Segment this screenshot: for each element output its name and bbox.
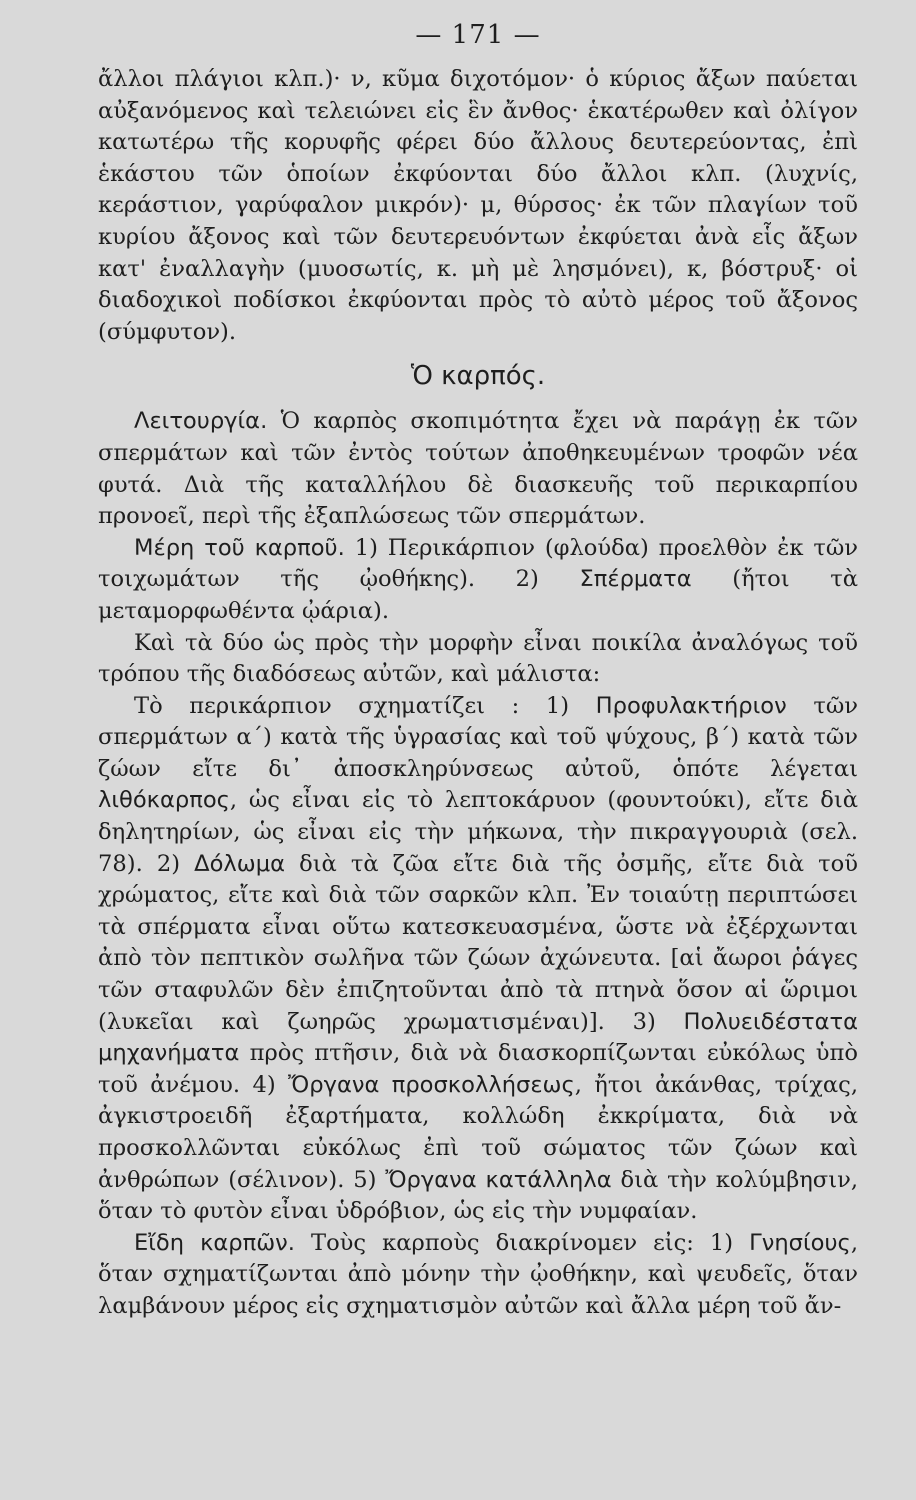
paragraph-fruit-types	[98, 1228, 858, 1323]
term-fruit-parts: Μέρη τοῦ καρποῦ.	[134, 534, 345, 561]
pericarp-text-c: τῶν σπερμάτων α΄) κατὰ τῆς ὑγρασίας καὶ τοῦ ψύχους, β΄) κατὰ τῶν ζώων εἴτε δι᾿ ἀποσκληρύνσεως αὐτοῦ, ὁπότε λέγεται	[98, 692, 858, 782]
term-flight-mechanisms: Πολυειδέστατα μηχανήματα	[98, 1008, 858, 1067]
paragraph-function	[98, 406, 858, 532]
term-bait: Δόλωμα	[194, 850, 285, 877]
paragraph-fruit-parts	[98, 533, 858, 628]
pericarp-text-g: διὰ τὰ ζῶα εἴτε διὰ τῆς ὀσμῆς, εἴτε διὰ τοῦ χρώματος, εἴτε καὶ διὰ τῶν σαρκῶν κλπ. Ἐν τοιαύτῃ περιπτώσει τὰ σπέρματα εἶναι οὕτω κατεσκευασμένα, ὥστε νὰ ἐξέρχωνται ἀπὸ τὸν πεπτικὸν σωλῆνα τῶν ζώων ἀχώνευτα. [αἱ ἄωροι ῥάγες τῶν σταφυλῶν δὲν ἐπιζητοῦνται ἀπὸ τὰ πτηνὰ ὅσον αἱ ὥριμοι (λυκεῖαι καὶ ζωηρῶς χρωματισμέναι)]. 3)	[98, 850, 858, 1035]
paragraph-inflorescence: ἄλλοι πλάγιοι κλπ.)· ν, κῦμα διχοτόμον· ὁ κύριος ἄξων παύεται αὐξανόμενος καὶ τελειώνει εἰς ἓν ἄνθος· ἑκατέρωθεν καὶ ὀλίγον κατωτέρω τῆς κορυφῆς φέρει δύο ἄλλους δευτερεύοντας, ἐπὶ ἑκάστου τῶν ὁποίων ἐκφύονται δύο ἄλλοι κλπ. (λυχνίς, κεράστιον, γαρύφαλον μικρόν)· μ, θύρσος· ἐκ τῶν πλαγίων τοῦ κυρίου ἄξονος καὶ τῶν δευτερευόντων ἐκφύεται ἀνὰ εἷς ἄξων κατ' ἐναλλαγὴν (μυοσωτίς, κ. μὴ μὲ λησμόνει), κ, βόστρυξ· οἱ διαδοχικοὶ ποδίσκοι ἐκφύονται πρὸς τὸ αὐτὸ μέρος τοῦ ἄξονος (σύμφυτον).	[98, 66, 858, 345]
paragraph-pericarp	[98, 691, 858, 1228]
term-fruit-types: Εἴδη καρπῶν.	[134, 1229, 295, 1256]
fruit-types-text-a: Τοὺς καρποὺς διακρίνομεν εἰς: 1)	[294, 1229, 750, 1256]
term-genuine: Γνησίους	[749, 1229, 851, 1256]
fruit-types-text-c: , ὅταν σχηματίζωνται ἀπὸ μόνην τὴν ᾠοθήκην, καὶ ψευδεῖς, ὅταν λαμβάνουν μέρος εἰς σχηματισμὸν αὐτῶν καὶ ἄλλα μέρη τοῦ ἄν-	[98, 1229, 858, 1319]
pericarp-text-i: πρὸς πτῆσιν, διὰ νὰ διασκορπίζωνται εὐκόλως ὑπὸ τοῦ ἀνέμου. 4)	[98, 1040, 858, 1098]
pericarp-text-a: Τὸ περικάρπιον σχηματίζει : 1)	[134, 692, 596, 719]
body-text	[98, 64, 858, 1323]
pericarp-text-e: , ὡς εἶναι εἰς τὸ λεπτοκάρυον (φουντούκι), εἴτε διὰ δηλητηρίων, ὡς εἶναι εἰς τὴν μήκωνα, τὴν πικραγγουριὰ (σελ. 78). 2)	[98, 787, 858, 877]
term-attachment-organs: Ὄργανα προσκολλήσεως	[288, 1071, 575, 1098]
page-number: — 171 —	[415, 20, 541, 50]
paragraph-variety: Καὶ τὰ δύο ὡς πρὸς τὴν μορφὴν εἶναι ποικίλα ἀναλόγως τοῦ τρόπου τῆς διαδόσεως αὐτῶν, καὶ μάλιστα:	[98, 629, 858, 688]
pericarp-text-k: , ἤτοι ἀκάνθας, τρίχας, ἀγκιστροειδῆ ἐξαρτήματα, κολλώδη ἐκκρίματα, διὰ νὰ προσκολλῶνται εὐκόλως ἐπὶ τοῦ σώματος τῶν ζώων καὶ ἀνθρώπων (σέλινον). 5)	[98, 1071, 858, 1193]
fruit-parts-text-c: (ἤτοι τὰ μεταμορφωθέντα ᾠάρια).	[98, 566, 858, 624]
term-swimming-organs: Ὄργανα κατάλληλα	[385, 1166, 612, 1193]
fruit-parts-text-a: 1) Περικάρπιον (φλούδα) προελθὸν ἐκ τῶν τοιχωμάτων τῆς ᾠοθήκης). 2)	[98, 534, 859, 593]
section-heading-fruit: Ὁ καρπός.	[410, 361, 546, 392]
function-text: Ὁ καρπὸς σκοπιμότητα ἔχει νὰ παράγῃ ἐκ τῶν σπερμάτων καὶ τῶν ἐντὸς τούτων ἀποθηκευμένων τροφῶν νέα φυτά. Διὰ τῆς καταλλήλου δὲ διασκευῆς τοῦ περικαρπίου προνοεῖ, περὶ τῆς ἐξαπλώσεως τῶν σπερμάτων.	[98, 408, 858, 530]
term-stone-fruit: λιθόκαρπος	[98, 787, 230, 814]
term-function: Λειτουργία.	[134, 408, 268, 435]
term-seeds: Σπέρματα	[579, 566, 692, 593]
term-protector: Προφυλακτήριον	[595, 692, 787, 719]
pericarp-text-m: διὰ τὴν κολύμβησιν, ὅταν τὸ φυτὸν εἶναι ὑδρόβιον, ὡς εἰς τὴν νυμφαίαν.	[98, 1166, 858, 1225]
